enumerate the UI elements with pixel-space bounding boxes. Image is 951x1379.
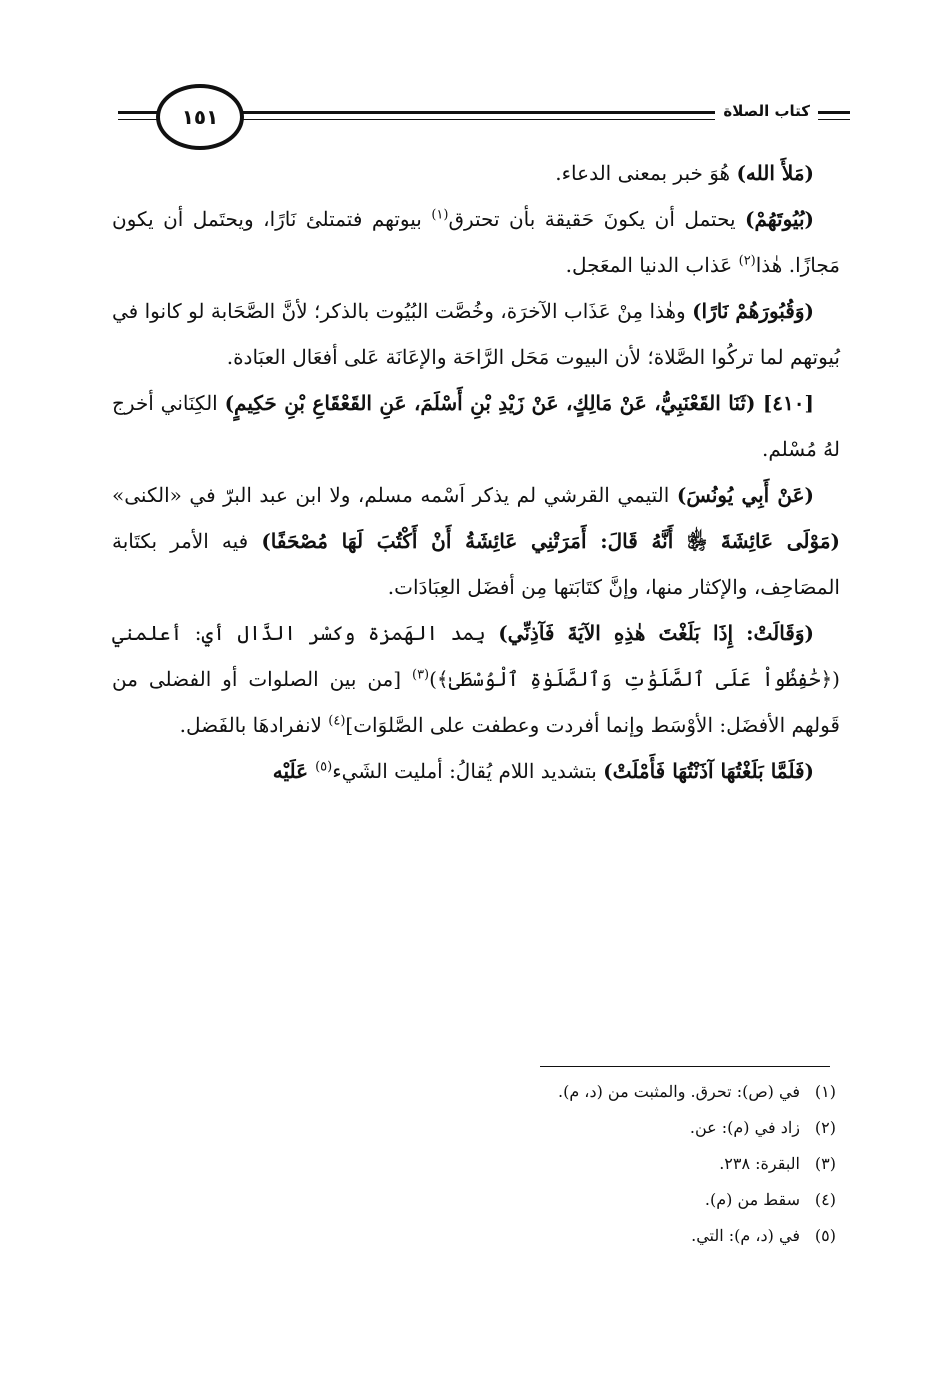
commentary-text: لانفرادهَا بالفَضل. xyxy=(179,713,329,737)
paragraph xyxy=(112,196,840,288)
commentary-text: وهٰذا مِنْ عَذَاب الآخرَة، وخُصَّت البُيُوت بالذكر؛ لأنَّ الصَّحَابة لو كانوا في بُيوتهم لما تركُوا الصَّلاة؛ لأن البيوت مَحَل الرَّاحَة والإعَانَة عَلى أفعَال العبَادة. xyxy=(112,299,840,369)
footnote-number: (٤) xyxy=(814,1190,836,1209)
footnote xyxy=(200,1110,836,1146)
commentary-text: التيمي القرشي لم يذكر اَسْمه مسلم، ولا ابن عبد البرّ في «الكنى» xyxy=(112,483,677,507)
footnote-ref: (٤) xyxy=(328,713,346,729)
footnote-ref: (٢) xyxy=(738,253,756,269)
footnote-ref: (١) xyxy=(431,207,449,223)
footnote-text: في (د، م): التي. xyxy=(691,1226,800,1245)
commentary-text: بِمد الهَمزة وكسْر الذَّال أي: أعلمني (﴿حَٰفِظُواْ عَلَى ٱلصَّلَوَٰتِ وَٱلصَّلَوٰةِ ٱلْوُسْطَىٰ﴾) xyxy=(112,621,840,691)
running-title: كتاب الصلاة xyxy=(715,102,818,120)
footnote xyxy=(200,1182,836,1218)
hadith-text: (وَقَالَتْ: إِذَا بَلَغْتَ هٰذِهِ الآيَةَ فَآذِنِّي) xyxy=(498,621,814,645)
hadith-text: (فَلَمَّا بَلَغْتُهَا آذَنْتُهَا فَأَمْلَتْ) xyxy=(603,759,814,783)
paragraph xyxy=(112,610,840,748)
paragraph xyxy=(112,288,840,380)
page-number: ١٥١ xyxy=(181,105,219,129)
footnote xyxy=(200,1218,836,1254)
commentary-text: يحتمل أن يكونَ حَقيقة بأن تحترق xyxy=(448,207,746,231)
commentary-text: هُوَ خبر بمعنى الدعاء. xyxy=(555,161,737,185)
commentary-text: [من بين الصلوات أو الفضلى من قَولهم الأفضَل: الأوْسَط وإنما أفردت وعطفت على الصَّلوَات] xyxy=(112,667,840,737)
footnote-number: (٣) xyxy=(814,1154,836,1173)
footnote-number: (٥) xyxy=(814,1226,836,1245)
footnote xyxy=(200,1146,836,1182)
footnote-separator xyxy=(540,1066,830,1067)
footnote-text: البقرة: ٢٣٨. xyxy=(719,1154,800,1173)
commentary-text: عَذاب الدنيا المعَجل. xyxy=(565,253,739,277)
hadith-text: (بُيُوتَهُمْ) xyxy=(745,207,814,231)
footnote xyxy=(200,1074,836,1110)
footnote-number: (١) xyxy=(814,1082,836,1101)
footnote-ref: (٣) xyxy=(411,667,430,683)
commentary-text: بيوتهم فتمتلئ نَارًا، ويحتَمل أن يكون مَجازًا. هٰذا xyxy=(112,207,840,277)
footnote-number: (٢) xyxy=(814,1118,836,1137)
footnote-text: سقط من (م). xyxy=(704,1190,800,1209)
paragraph xyxy=(112,748,840,794)
footnote-text: زاد في (م): عن. xyxy=(689,1118,800,1137)
main-text xyxy=(112,150,840,794)
hadith-text: (وَقُبُورَهُمْ نَارًا) xyxy=(692,299,814,323)
paragraph xyxy=(112,380,840,472)
footnote-text: في (ص): تحرق. والمثبت من (د، م). xyxy=(557,1082,800,1101)
paragraph xyxy=(112,150,840,196)
page-number-badge xyxy=(156,84,244,150)
page-header xyxy=(118,82,850,158)
hadith-text: (مَلأَ الله) xyxy=(736,161,814,185)
hadith-text: [٤١٠] (ثَنَا القَعْنَبِيُّ، عَنْ مَالِكٍ، عَنْ زَيْدِ بْنِ أَسْلَمَ، عَنِ القَعْقَاعِ بْنِ حَكِيمٍ) xyxy=(224,391,814,415)
paragraph xyxy=(112,472,840,610)
footnote-ref: (٥) xyxy=(315,759,333,775)
hadith-text: عَلَيْه xyxy=(272,759,316,783)
commentary-text: الكِنَاني أخرج لهُ مُسْلم. xyxy=(112,391,840,461)
commentary-text: بتشديد اللام يُقالُ: أمليت الشَيء xyxy=(332,759,604,783)
commentary-text: فيه الأمر بكتَابة المصَاحِف، والإكثار منها، وإنَّ كتَابَتها مِن أفضَل العِبَادَات. xyxy=(112,529,840,599)
hadith-text: (عَنْ أَبِي يُونُسَ) xyxy=(676,483,814,507)
hadith-text: (مَوْلَى عَائِشَةَ ﵂ أَنَّهُ قَالَ: أَمَرَتْنِي عَائِشَةُ أَنْ أَكْتُبَ لَهَا مُصْحَفًا) xyxy=(261,529,840,553)
footnotes xyxy=(200,1074,836,1254)
